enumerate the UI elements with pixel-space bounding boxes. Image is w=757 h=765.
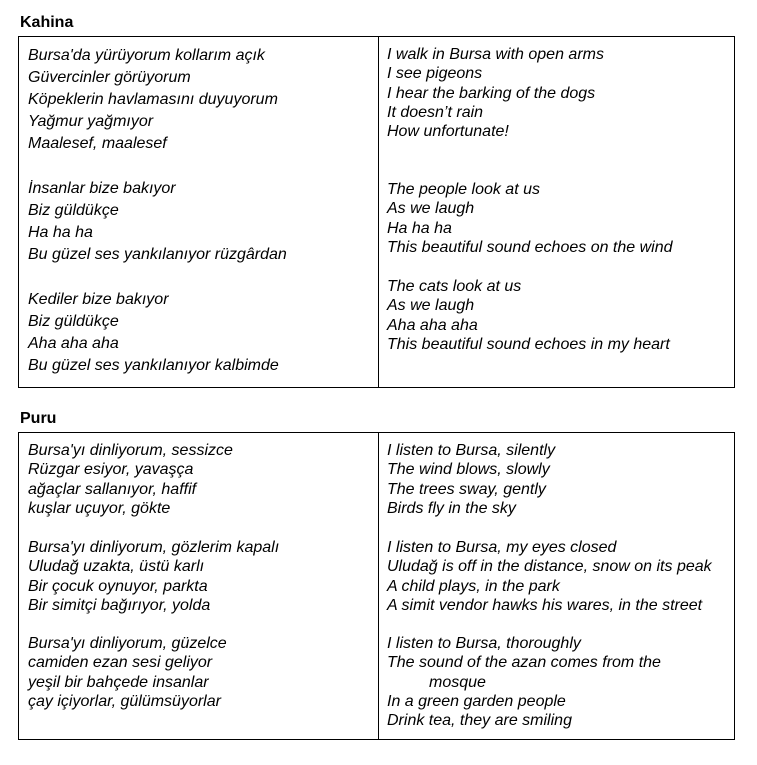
stanza	[28, 289, 374, 377]
poem-line-continuation: mosque	[429, 673, 486, 691]
turkish-column	[19, 37, 379, 387]
poem-line: Birds fly in the sky	[387, 499, 516, 517]
poem-line: Aha aha aha	[387, 316, 478, 334]
poem-line: Yağmur yağmıyor	[28, 113, 154, 130]
stanza	[28, 45, 374, 155]
poem-line: Bursa'yı dinliyorum, güzelce	[28, 635, 227, 652]
poem-line: Drink tea, they are smiling	[387, 712, 572, 730]
english-column	[378, 37, 734, 387]
poem-table-puru	[18, 432, 735, 740]
section-title-puru: Puru	[20, 410, 57, 427]
stanza	[387, 277, 730, 354]
poem-line: As we laugh	[387, 200, 475, 218]
poem-line: Bu güzel ses yankılanıyor kalbimde	[28, 357, 279, 374]
poem-line: I see pigeons	[387, 65, 483, 83]
poem-line: The people look at us	[387, 181, 540, 198]
poem-line: How unfortunate!	[387, 123, 509, 141]
poem-line: The cats look at us	[387, 278, 522, 295]
poem-line: Maalesef, maalesef	[28, 135, 167, 152]
poem-line: In a green garden people	[387, 692, 566, 710]
stanza	[28, 538, 374, 615]
stanza	[387, 538, 730, 615]
poem-line: Bu güzel ses yankılanıyor rüzgârdan	[28, 246, 287, 263]
poem-line: This beautiful sound echoes on the wind	[387, 238, 673, 256]
poem-line: A simit vendor hawks his wares, in the street	[387, 596, 703, 614]
poem-line: Rüzgar esiyor, yavaşça	[28, 461, 194, 479]
poem-line: Kediler bize bakıyor	[28, 291, 169, 308]
poem-line: I hear the barking of the dogs	[387, 84, 596, 102]
poem-line: Bursa'yı dinliyorum, sessizce	[28, 442, 233, 459]
poem-line: The wind blows, slowly	[387, 461, 550, 479]
poem-line: Bir simitçi bağırıyor, yolda	[28, 596, 211, 614]
stanza	[387, 45, 730, 141]
stanza	[387, 441, 730, 518]
poem-line: I listen to Bursa, silently	[387, 442, 556, 459]
poem-line: The sound of the azan comes from the	[387, 654, 661, 672]
poem-line: Uludağ uzakta, üstü karlı	[28, 558, 205, 576]
poem-line: As we laugh	[387, 297, 475, 315]
poem-line: Biz güldükçe	[28, 313, 119, 330]
poem-table-kahina	[18, 36, 735, 388]
stanza	[28, 178, 374, 266]
stanza	[28, 634, 374, 711]
poem-line: It doesn’t rain	[387, 103, 484, 121]
poem-line: Bursa'yı dinliyorum, gözlerim kapalı	[28, 539, 280, 556]
poem-line: Aha aha aha	[28, 335, 119, 352]
section-title-kahina: Kahina	[20, 14, 74, 31]
poem-line: Güvercinler görüyorum	[28, 69, 191, 86]
poem-line: I walk in Bursa with open arms	[387, 46, 604, 63]
poem-line: ağaçlar sallanıyor, haffif	[28, 480, 197, 498]
stanza	[387, 180, 730, 257]
poem-line: This beautiful sound echoes in my heart	[387, 335, 670, 353]
turkish-column	[19, 433, 379, 739]
poem-line: çay içiyorlar, gülümsüyorlar	[28, 692, 221, 710]
poem-line: Uludağ is off in the distance, snow on its peak	[387, 558, 712, 576]
english-column	[378, 433, 734, 739]
poem-line: yeşil bir bahçede insanlar	[28, 673, 209, 691]
poem-line: Biz güldükçe	[28, 202, 119, 219]
poem-line: Ha ha ha	[387, 219, 452, 237]
stanza	[387, 634, 730, 730]
poem-line: I listen to Bursa, thoroughly	[387, 635, 581, 652]
poem-line: camiden ezan sesi geliyor	[28, 654, 213, 672]
poem-line: Bursa'da yürüyorum kollarım açık	[28, 47, 265, 64]
poem-line: A child plays, in the park	[387, 577, 560, 595]
poem-line: The trees sway, gently	[387, 480, 546, 498]
poem-line: Ha ha ha	[28, 224, 93, 241]
poem-line: Köpeklerin havlamasını duyuyorum	[28, 91, 278, 108]
poem-line: Bir çocuk oynuyor, parkta	[28, 577, 208, 595]
poem-line: I listen to Bursa, my eyes closed	[387, 539, 617, 556]
stanza	[28, 441, 374, 518]
poem-line: kuşlar uçuyor, gökte	[28, 499, 171, 517]
poem-line: İnsanlar bize bakıyor	[28, 180, 176, 197]
